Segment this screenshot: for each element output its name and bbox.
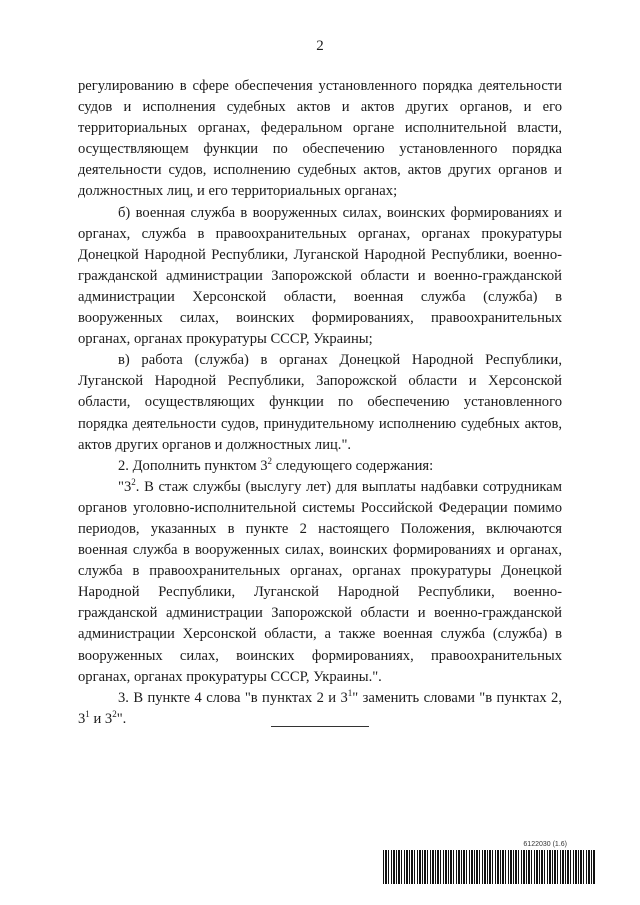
superscript: 1 — [85, 708, 90, 719]
paragraph-continuation: регулированию в сфере обеспечения установленного порядка деятельности судов и исполнения судебных актов и актов других органов, и его территориальных органах, федеральном органе исполнительной власти, осуществляющем функции по обеспечению установленного порядка деятельности судов, исполнению судебных актов, актов других органов и должностных лиц, и его территориальных органах; — [78, 78, 562, 200]
barcode-code: 6122030 (1.6) — [523, 841, 567, 848]
paragraph-amendment-3 — [78, 688, 562, 730]
paragraph-item-v: в) работа (служба) в органах Донецкой Народной Республики, Луганской Народной Республики, Запорожской области и Херсонской области, осуществляющих функции по обеспечению установленного порядка деятельности судов, принудительному исполнению судебных актов, актов других органов и должностных лиц.". — [78, 352, 562, 453]
text-fragment: . В стаж службы (выслугу лет) для выплаты надбавки сотрудникам органов уголовно-исполнительной системы Российской Федерации помимо периодов, указанных в пункте 2 настоящего Положения, включаются военная служба в вооруженных силах, воинских формированиях и органах, служба в правоохранительных органах, органах прокуратуры Донецкой Народной Республики, Луганской Народной Республики, военно-гражданской администрации Запорожской области и военно-гражданской администрации Херсонской области, а также военная служба (служба) в вооруженных силах, воинских формированиях, правоохранительных органах, органах прокуратуры СССР, Украины.". — [78, 478, 562, 685]
text-fragment: и 3 — [89, 710, 113, 727]
text-fragment: 3. В пункте 4 слова "в пунктах 2 и 3 — [118, 689, 348, 706]
paragraph-amendment-2 — [78, 456, 562, 477]
text-fragment: " заменить словами "в пунктах 2, 3 — [78, 689, 562, 727]
end-separator-line — [271, 726, 369, 727]
superscript: 2 — [131, 476, 136, 487]
superscript: 2 — [267, 455, 273, 466]
document-body — [78, 76, 562, 730]
text-fragment: 2. Дополнить пунктом 3 — [118, 457, 268, 474]
paragraph-clause-3-2 — [78, 477, 562, 688]
text-fragment: ". — [116, 710, 127, 727]
text-fragment: "3 — [118, 478, 132, 495]
paragraph-item-b: б) военная служба в вооруженных силах, воинских формированиях и органах, служба в правоохранительных органах, органах прокуратуры Донецкой Народной Республики, Луганской Народной Республики, военно-гражданской администрации Запорожской области и военно-гражданской администрации Херсонской области, военная служба (служба) в вооруженных силах, воинских формированиях, правоохранительных органах, органах прокуратуры СССР, Украины; — [78, 204, 562, 348]
document-barcode — [383, 840, 595, 886]
page-number: 2 — [316, 38, 324, 54]
superscript: 2 — [112, 708, 117, 719]
superscript: 1 — [347, 687, 353, 698]
barcode-icon — [383, 850, 595, 884]
text-fragment: следующего содержания: — [272, 457, 434, 474]
